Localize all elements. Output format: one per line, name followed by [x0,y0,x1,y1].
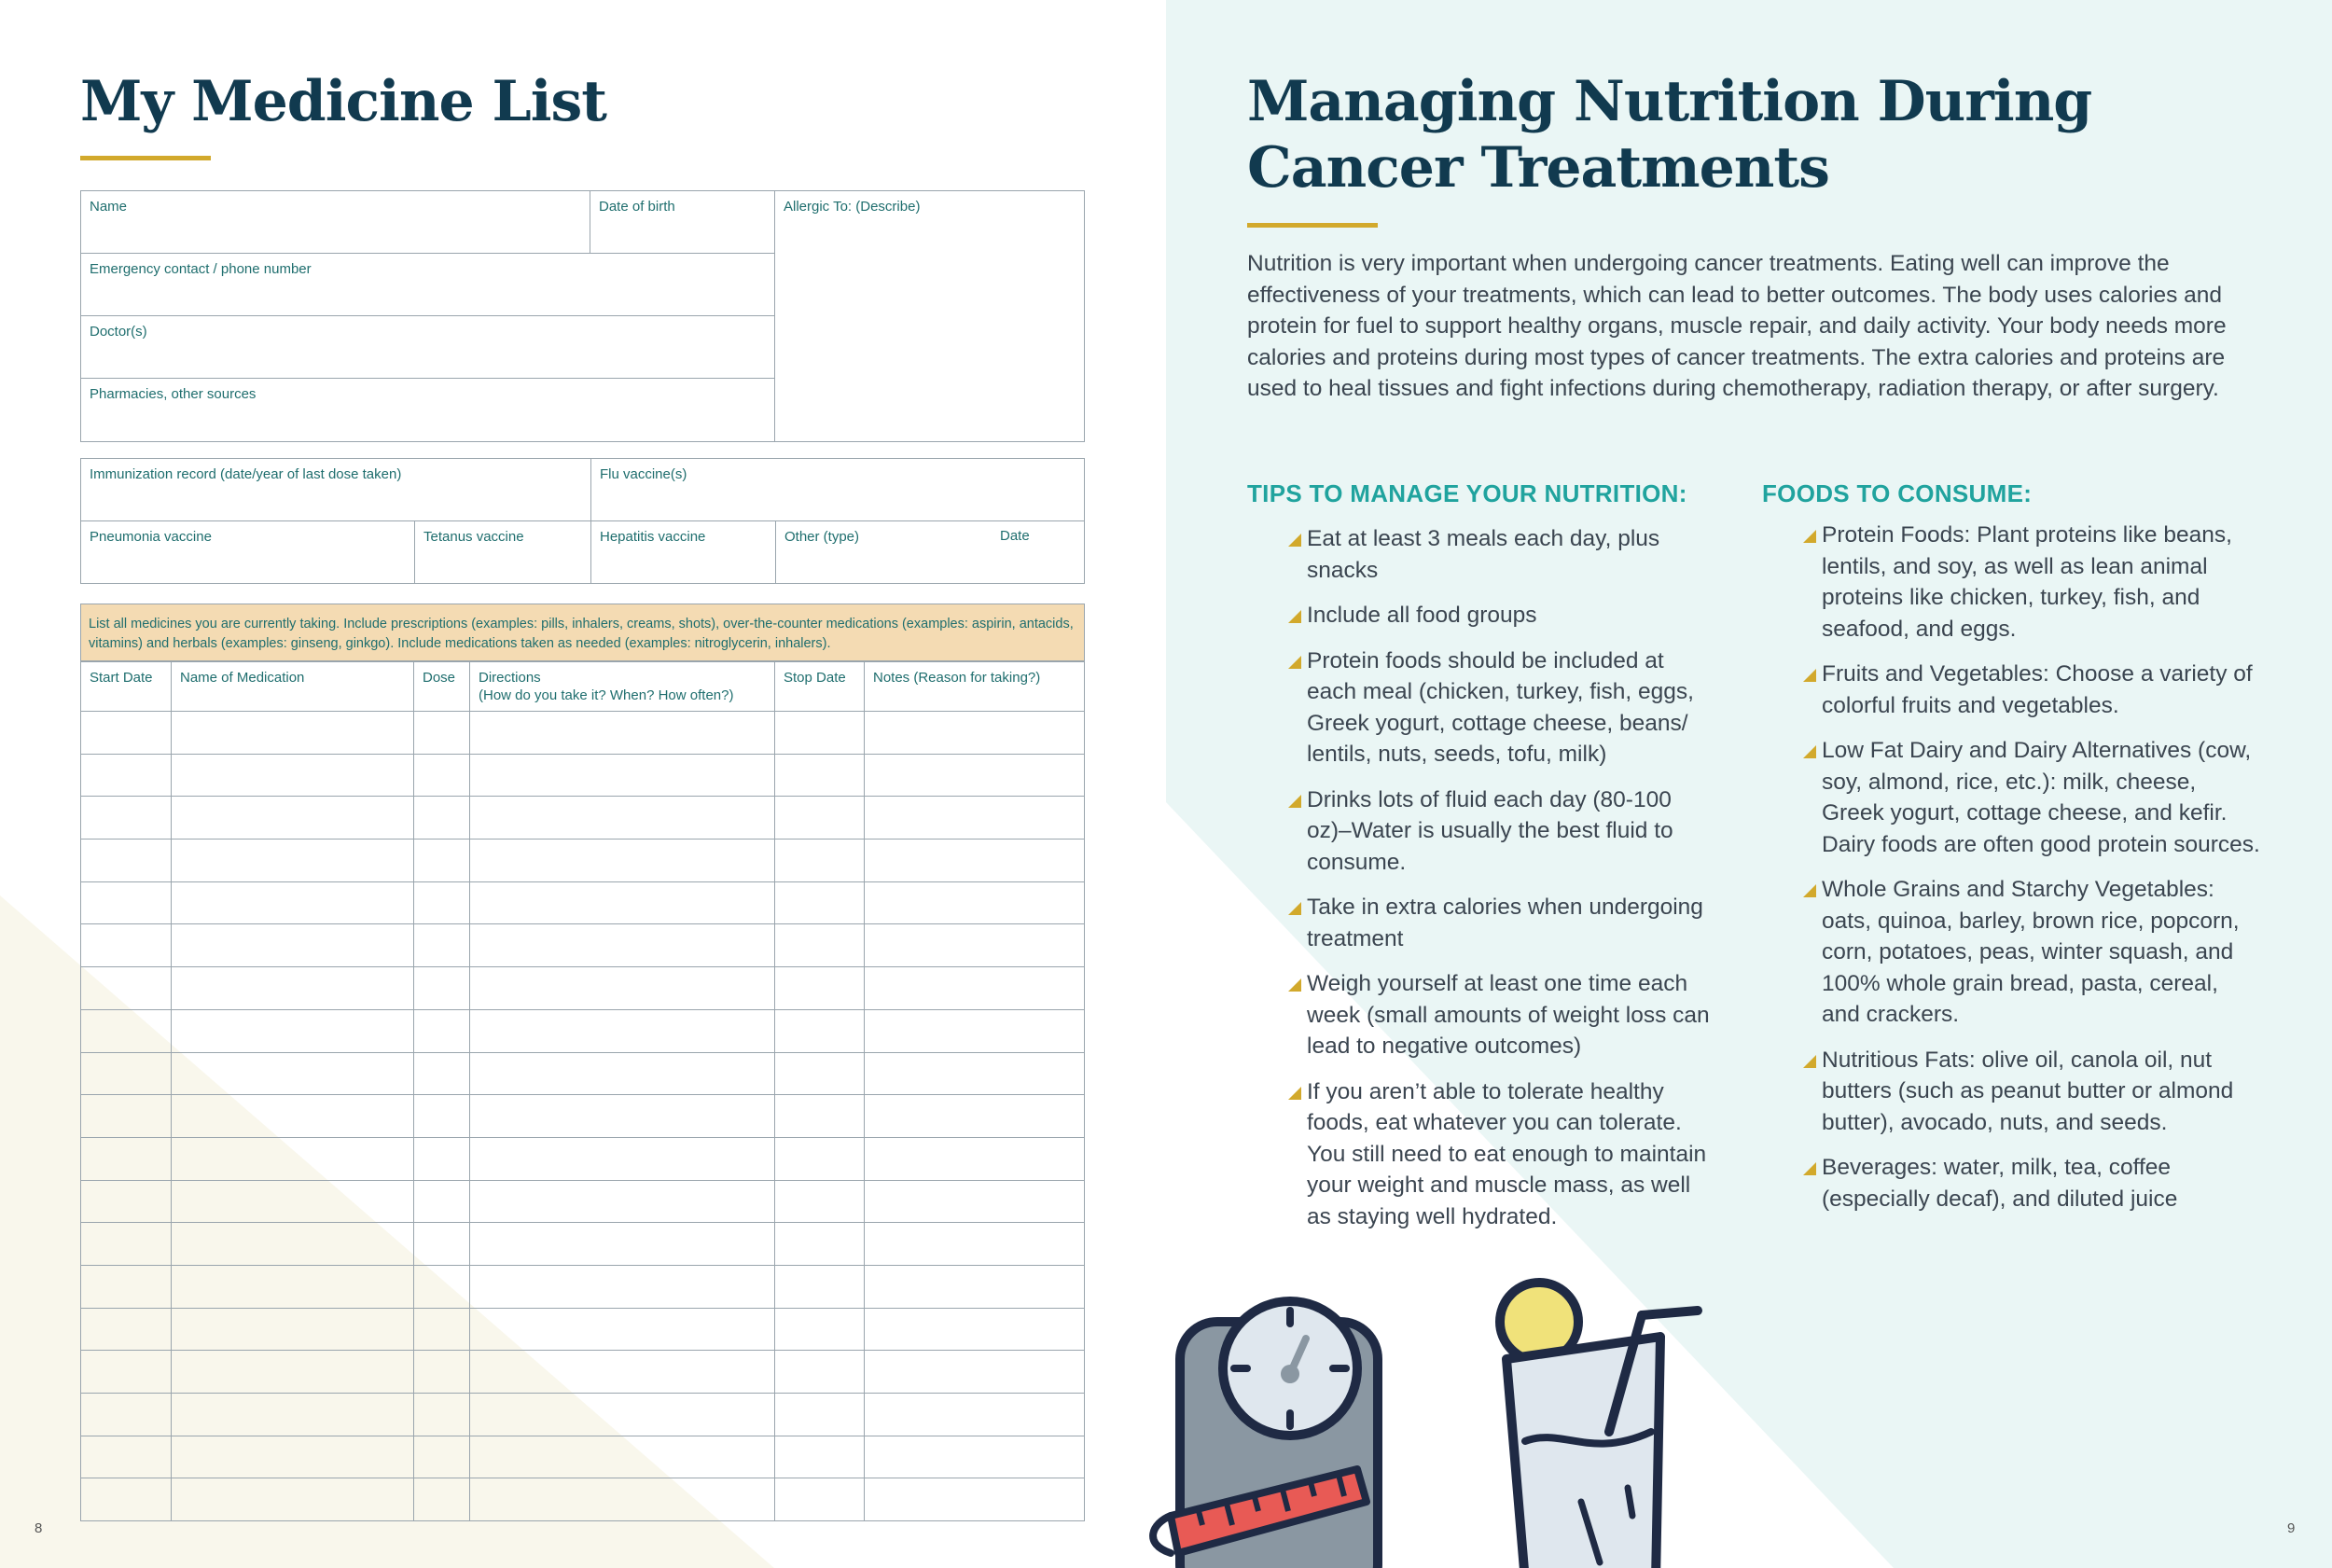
dob-field[interactable]: Date of birth [590,191,775,254]
medication-cell[interactable] [470,881,775,924]
illustration [1133,1273,1712,1568]
medication-cell[interactable] [470,924,775,967]
foods-list [1803,520,2260,1228]
medication-cell[interactable] [172,1308,414,1351]
right-title-underline [1247,223,1378,228]
medication-row [81,1137,1085,1180]
tip-item-text: Weigh yourself at least one time each week (small amounts of weight loss can lead to negative outcomes) [1307,971,1710,1059]
medication-cell[interactable] [81,1265,172,1308]
medication-cell[interactable] [865,1436,1085,1478]
medication-cell[interactable] [865,1265,1085,1308]
triangle-bullet-icon [1288,656,1301,669]
medication-cell[interactable] [81,924,172,967]
triangle-bullet-icon [1803,669,1816,682]
medication-cell[interactable] [414,1009,470,1052]
medication-cell[interactable] [865,1223,1085,1266]
emergency-contact-field[interactable]: Emergency contact / phone number [81,254,775,316]
intro-paragraph: Nutrition is very important when undergoing cancer treatments. Eating well can improve the effectiveness of your treatments, which can lead to better outcomes. The body uses calories and protein for fuel to support healthy organs, muscle repair, and daily activity. Your body needs more calories and proteins during most types of cancer treatments. The extra calories and proteins are used to heal tissues and fight infections during chemotherapy, radiation therapy, or after surgery. [1247,251,2227,401]
medication-cell[interactable] [775,1308,865,1351]
medication-row [81,1009,1085,1052]
tip-item [1288,892,1717,954]
medication-row [81,797,1085,840]
medication-row [81,1095,1085,1138]
medication-table [80,661,1085,1521]
vaccine-date-label: Date [1000,528,1030,544]
medication-cell[interactable] [81,881,172,924]
medication-cell[interactable] [865,1095,1085,1138]
tip-item-text: Eat at least 3 meals each day, plus snacks [1307,526,1660,583]
medication-cell[interactable] [81,1009,172,1052]
name-field[interactable]: Name [81,191,590,254]
medication-cell[interactable] [865,881,1085,924]
medication-cell[interactable] [775,1052,865,1095]
col-medication-name: Name of Medication [180,670,305,686]
medication-cell[interactable] [865,840,1085,882]
medication-row [81,712,1085,755]
medication-cell[interactable] [172,924,414,967]
tip-item-text: Include all food groups [1307,603,1537,628]
medication-row [81,1180,1085,1223]
medication-cell[interactable] [865,712,1085,755]
medication-row [81,924,1085,967]
triangle-bullet-icon [1288,1087,1301,1100]
medication-cell[interactable] [81,1436,172,1478]
pneumonia-vaccine-field[interactable]: Pneumonia vaccine [81,521,415,584]
col-start-date: Start Date [90,670,153,686]
medication-row [81,1223,1085,1266]
medication-cell[interactable] [470,967,775,1010]
food-item [1803,1152,2260,1214]
tip-item [1288,784,1717,879]
medication-cell[interactable] [775,967,865,1010]
medication-cell[interactable] [470,1095,775,1138]
medication-cell[interactable] [865,797,1085,840]
medication-cell[interactable] [470,797,775,840]
medication-cell[interactable] [81,1137,172,1180]
tip-item [1288,523,1717,586]
food-item-text: Low Fat Dairy and Dairy Alternatives (cow, soy, almond, rice, etc.): milk, cheese, Greek yogurt, cottage cheese, and kefir. Dairy foods are often good protein sources. [1822,738,2260,857]
medication-cell[interactable] [775,924,865,967]
medication-cell[interactable] [172,1223,414,1266]
triangle-bullet-icon [1288,610,1301,623]
medication-cell[interactable] [81,1052,172,1095]
doctors-field[interactable]: Doctor(s) [81,316,775,379]
medication-cell[interactable] [172,840,414,882]
medication-cell[interactable] [470,1478,775,1521]
tip-item [1288,645,1717,770]
medication-cell[interactable] [81,797,172,840]
tip-item [1288,1076,1717,1233]
medication-cell[interactable] [414,1265,470,1308]
medication-cell[interactable] [865,1052,1085,1095]
medication-cell[interactable] [81,840,172,882]
medication-cell[interactable] [172,1478,414,1521]
medication-row [81,1394,1085,1436]
triangle-bullet-icon [1803,745,1816,758]
food-item [1803,520,2260,645]
medication-cell[interactable] [172,1052,414,1095]
other-vaccine-field[interactable]: Other (type) Date [776,521,1085,584]
tips-heading: TIPS TO MANAGE YOUR NUTRITION: [1247,479,1687,507]
medication-cell[interactable] [775,1137,865,1180]
medication-cell[interactable] [172,1436,414,1478]
medication-cell[interactable] [81,967,172,1010]
medication-table-header [81,662,1085,712]
medication-cell[interactable] [172,1137,414,1180]
medication-cell[interactable] [81,1095,172,1138]
col-notes: Notes (Reason for taking?) [873,670,1041,686]
medication-row [81,1308,1085,1351]
medication-cell[interactable] [81,1180,172,1223]
medication-cell[interactable] [81,754,172,797]
hepatitis-vaccine-field[interactable]: Hepatitis vaccine [591,521,776,584]
medication-cell[interactable] [414,1478,470,1521]
medication-cell[interactable] [470,1223,775,1266]
tip-item-text: Protein foods should be included at each meal (chicken, turkey, fish, eggs, Greek yogurt, cottage cheese, beans/ lentils, nuts, seeds, tofu, milk) [1307,647,1694,767]
medication-cell[interactable] [865,1394,1085,1436]
medication-cell[interactable] [172,712,414,755]
page-number-right: 9 [2287,1520,2296,1536]
medication-cell[interactable] [414,1394,470,1436]
medication-cell[interactable] [414,1180,470,1223]
medication-cell[interactable] [865,1137,1085,1180]
medication-row [81,967,1085,1010]
medication-instructions: List all medicines you are currently taking. Include prescriptions (examples: pills, inhalers, creams, shots), over-the-counter medications (examples: aspirin, antacids, vitamins) and herbals (examples: ginseng, ginkgo). Include medications taken as needed (examples: nitroglycerin, inhalers). [80,604,1085,661]
medication-row [81,1351,1085,1394]
medication-cell[interactable] [414,967,470,1010]
medication-cell[interactable] [775,1351,865,1394]
triangle-bullet-icon [1803,884,1816,897]
medication-cell[interactable] [865,1478,1085,1521]
triangle-bullet-icon [1803,1055,1816,1068]
medication-cell[interactable] [775,1436,865,1478]
medication-cell[interactable] [81,1223,172,1266]
col-directions: Directions [479,670,541,686]
triangle-bullet-icon [1288,902,1301,915]
medication-cell[interactable] [865,967,1085,1010]
medication-cell[interactable] [172,797,414,840]
medication-cell[interactable] [414,1308,470,1351]
tip-item [1288,600,1717,631]
col-stop-date: Stop Date [784,670,846,686]
medication-cell[interactable] [172,967,414,1010]
medication-cell[interactable] [470,1180,775,1223]
patient-info-form [80,190,1085,442]
medication-cell[interactable] [414,1095,470,1138]
medication-cell[interactable] [470,1052,775,1095]
tetanus-vaccine-field[interactable]: Tetanus vaccine [415,521,591,584]
tip-item [1288,968,1717,1062]
medication-cell[interactable] [172,1180,414,1223]
food-item [1803,659,2260,721]
page-number-left: 8 [35,1520,43,1536]
medication-cell[interactable] [775,712,865,755]
triangle-bullet-icon [1288,795,1301,808]
medication-cell[interactable] [775,1478,865,1521]
medication-cell[interactable] [414,1052,470,1095]
medication-row [81,1478,1085,1521]
medication-cell[interactable] [775,840,865,882]
medication-cell[interactable] [775,1180,865,1223]
medication-cell[interactable] [414,881,470,924]
triangle-bullet-icon [1288,978,1301,992]
medication-cell[interactable] [775,754,865,797]
pharmacies-field[interactable]: Pharmacies, other sources [81,379,775,442]
medication-cell[interactable] [865,1009,1085,1052]
medication-cell[interactable] [414,797,470,840]
food-item [1803,1045,2260,1139]
medication-cell[interactable] [775,1095,865,1138]
medication-cell[interactable] [172,1394,414,1436]
tip-item-text: Take in extra calories when undergoing treatment [1307,895,1703,951]
medication-cell[interactable] [775,1265,865,1308]
medication-row [81,881,1085,924]
foods-heading: FOODS TO CONSUME: [1762,479,2033,507]
medication-cell[interactable] [470,1137,775,1180]
tips-list [1288,523,1717,1246]
medication-cell[interactable] [865,1180,1085,1223]
tip-item-text: Drinks lots of fluid each day (80-100 oz)–Water is usually the best fluid to consume. [1307,786,1673,875]
medication-cell[interactable] [414,924,470,967]
medication-cell[interactable] [470,754,775,797]
medication-cell[interactable] [775,1223,865,1266]
right-page-title: Managing Nutrition During Cancer Treatments [1247,69,2092,201]
medication-row [81,754,1085,797]
food-item [1803,874,2260,1031]
medication-cell[interactable] [414,712,470,755]
medication-cell[interactable] [414,1436,470,1478]
title-underline [80,156,211,160]
medication-cell[interactable] [470,840,775,882]
medication-cell[interactable] [470,712,775,755]
medication-cell[interactable] [470,1436,775,1478]
medication-cell[interactable] [470,1394,775,1436]
medication-cell[interactable] [414,1137,470,1180]
col-directions-sub: (How do you take it? When? How often?) [479,687,734,703]
medication-cell[interactable] [172,881,414,924]
medication-row [81,840,1085,882]
medication-cell[interactable] [172,754,414,797]
medication-cell[interactable] [172,1351,414,1394]
food-item-text: Nutritious Fats: olive oil, canola oil, nut butters (such as peanut butter or almond butter), avocado, nuts, and seeds. [1822,1047,2234,1135]
medication-cell[interactable] [81,1478,172,1521]
medication-cell[interactable] [865,1351,1085,1394]
medication-cell[interactable] [775,797,865,840]
food-item-text: Protein Foods: Plant proteins like beans, lentils, and soy, as well as lean animal proteins like chicken, turkey, fish, and seafood, and eggs. [1822,522,2232,642]
immunization-form [80,458,1085,584]
triangle-bullet-icon [1288,534,1301,547]
medication-cell[interactable] [414,754,470,797]
food-item-text: Whole Grains and Starchy Vegetables: oats, quinoa, barley, brown rice, popcorn, corn, potatoes, peas, winter squash, and 100% whole grain bread, pasta, cereal, and crackers. [1822,877,2240,1027]
medication-row [81,1436,1085,1478]
medication-cell[interactable] [414,1223,470,1266]
medication-cell[interactable] [775,1394,865,1436]
medication-row [81,1265,1085,1308]
medication-row [81,1052,1085,1095]
medication-cell[interactable] [81,1351,172,1394]
medication-cell[interactable] [81,1308,172,1351]
page-title: My Medicine List [80,69,606,134]
medication-cell[interactable] [865,754,1085,797]
medication-cell[interactable] [775,1009,865,1052]
medication-cell[interactable] [470,1009,775,1052]
medication-cell[interactable] [172,1009,414,1052]
medication-cell[interactable] [414,840,470,882]
medication-cell[interactable] [470,1308,775,1351]
flu-vaccine-field[interactable]: Flu vaccine(s) [591,459,1085,521]
col-dose: Dose [423,670,456,686]
food-item-text: Fruits and Vegetables: Choose a variety of colorful fruits and vegetables. [1822,661,2253,718]
medication-cell[interactable] [414,1351,470,1394]
medication-cell[interactable] [81,712,172,755]
medication-cell[interactable] [775,881,865,924]
medication-cell[interactable] [865,924,1085,967]
food-item-text: Beverages: water, milk, tea, coffee (especially decaf), and diluted juice [1822,1155,2178,1212]
medication-cell[interactable] [470,1265,775,1308]
medication-cell[interactable] [865,1308,1085,1351]
triangle-bullet-icon [1803,530,1816,543]
medication-cell[interactable] [172,1095,414,1138]
immunization-record-field[interactable]: Immunization record (date/year of last dose taken) [81,459,591,521]
medication-cell[interactable] [81,1394,172,1436]
tip-item-text: If you aren’t able to tolerate healthy foods, eat whatever you can tolerate. You still need to eat enough to maintain your weight and muscle mass, as well as staying well hydrated. [1307,1078,1707,1229]
medication-cell[interactable] [470,1351,775,1394]
triangle-bullet-icon [1803,1162,1816,1175]
medication-cell[interactable] [172,1265,414,1308]
drink-glass-icon [1500,1283,1698,1568]
allergic-field[interactable]: Allergic To: (Describe) [775,191,1085,442]
food-item [1803,735,2260,860]
